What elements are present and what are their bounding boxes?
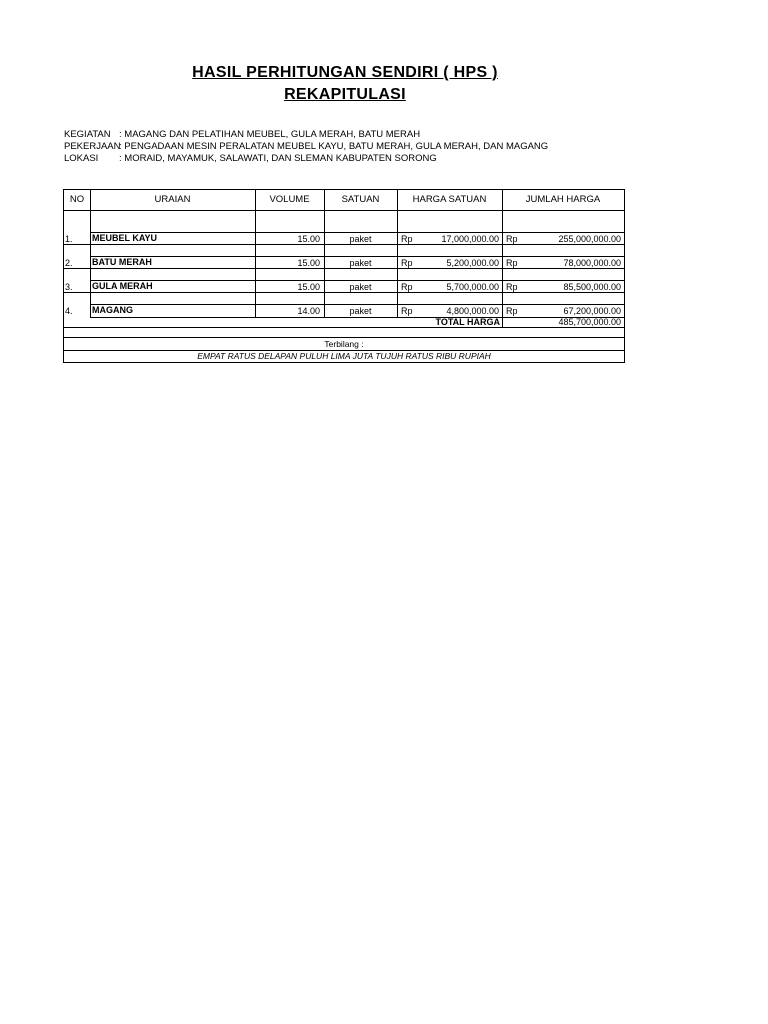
row-volume: 15.00 xyxy=(297,258,320,268)
row-jumlah-harga: 78,000,000.00 xyxy=(563,258,621,268)
row-uraian: MAGANG xyxy=(92,305,133,315)
total-label: TOTAL HARGA xyxy=(435,317,500,327)
header-jumlah-harga: JUMLAH HARGA xyxy=(525,194,601,205)
row-no: 4. xyxy=(65,306,73,316)
row-no: 2. xyxy=(65,258,73,268)
row-harga-satuan: 17,000,000.00 xyxy=(441,234,499,244)
grid-line xyxy=(90,304,624,305)
row-harga-satuan: 5,700,000.00 xyxy=(446,282,499,292)
row-satuan: paket xyxy=(349,306,372,316)
header-satuan: SATUAN xyxy=(341,194,380,205)
rekap-table xyxy=(63,189,625,363)
row-volume: 15.00 xyxy=(297,234,320,244)
row-satuan: paket xyxy=(349,234,372,244)
row-satuan: paket xyxy=(349,258,372,268)
info-lokasi xyxy=(64,153,437,164)
header-harga-satuan: HARGA SATUAN xyxy=(412,194,487,205)
row-satuan: paket xyxy=(349,282,372,292)
header-no: NO xyxy=(69,194,85,205)
total-value: 485,700,000.00 xyxy=(558,317,621,327)
grid-line xyxy=(90,256,624,257)
grid-line xyxy=(64,210,624,211)
row-no: 1. xyxy=(65,234,73,244)
row-rp-jumlah: Rp xyxy=(506,258,518,268)
row-jumlah-harga: 255,000,000.00 xyxy=(558,234,621,244)
row-rp-jumlah: Rp xyxy=(506,282,518,292)
row-rp-jumlah: Rp xyxy=(506,234,518,244)
page-title: HASIL PERHITUNGAN SENDIRI ( HPS ) xyxy=(192,64,498,81)
row-volume: 15.00 xyxy=(297,282,320,292)
row-volume: 14.00 xyxy=(297,306,320,316)
page-subtitle: REKAPITULASI xyxy=(284,86,406,103)
row-jumlah-harga: 85,500,000.00 xyxy=(563,282,621,292)
row-harga-satuan: 4,800,000.00 xyxy=(446,306,499,316)
row-uraian: GULA MERAH xyxy=(92,281,153,291)
info-kegiatan-value: : MAGANG DAN PELATIHAN MEUBEL, GULA MERAH, BATU MERAH xyxy=(119,129,421,140)
row-rp-harga: Rp xyxy=(401,306,413,316)
row-uraian: BATU MERAH xyxy=(92,257,152,267)
grid-line xyxy=(90,280,624,281)
row-uraian: MEUBEL KAYU xyxy=(92,233,158,243)
info-kegiatan-label: KEGIATAN xyxy=(64,129,111,140)
info-pekerjaan xyxy=(64,141,548,152)
row-rp-harga: Rp xyxy=(401,234,413,244)
info-pekerjaan-value: : PENGADAAN MESIN PERALATAN MEUBEL KAYU, BATU MERAH, GULA MERAH, DAN MAGANG xyxy=(119,141,549,152)
row-harga-satuan: 5,200,000.00 xyxy=(446,258,499,268)
row-rp-harga: Rp xyxy=(401,258,413,268)
info-lokasi-value: : MORAID, MAYAMUK, SALAWATI, DAN SLEMAN KABUPATEN SORONG xyxy=(119,153,437,164)
header-uraian: URAIAN xyxy=(154,194,191,205)
header-volume: VOLUME xyxy=(269,194,310,205)
terbilang-label: Terbilang : xyxy=(324,339,364,349)
grid-line xyxy=(90,232,624,233)
terbilang-text: EMPAT RATUS DELAPAN PULUH LIMA JUTA TUJUH RATUS RIBU RUPIAH xyxy=(197,351,491,361)
info-kegiatan xyxy=(64,129,420,140)
grid-line xyxy=(64,337,624,338)
row-rp-jumlah: Rp xyxy=(506,306,518,316)
info-pekerjaan-label: PEKERJAAN xyxy=(64,141,121,152)
row-jumlah-harga: 67,200,000.00 xyxy=(563,306,621,316)
row-no: 3. xyxy=(65,282,73,292)
info-lokasi-label: LOKASI xyxy=(64,153,99,164)
row-rp-harga: Rp xyxy=(401,282,413,292)
